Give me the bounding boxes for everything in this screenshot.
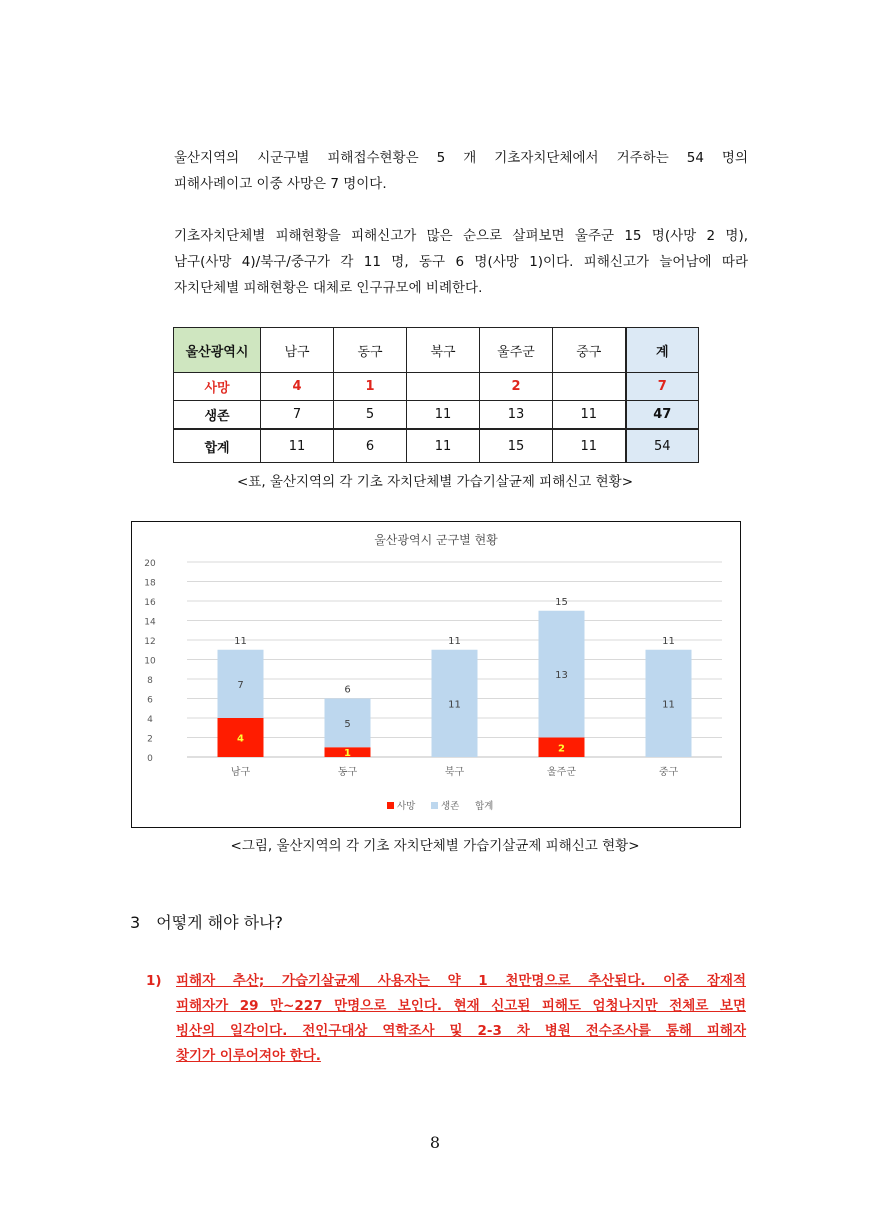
total-data-label: 6 xyxy=(344,684,351,696)
y-tick-label: 2 xyxy=(147,734,153,745)
table-cell: 2 xyxy=(480,373,553,401)
intro-line: 피해사례이고 이중 사망은 7 명이다. xyxy=(174,176,387,192)
alive-data-label: 13 xyxy=(555,670,568,682)
table-row xyxy=(174,429,699,463)
table-column-header: 북구 xyxy=(407,328,480,373)
page-number: 8 xyxy=(429,1133,441,1152)
second-paragraph xyxy=(174,223,748,301)
table-cell xyxy=(407,373,480,401)
table-cell: 7 xyxy=(261,401,334,430)
y-tick-label: 4 xyxy=(147,715,153,725)
section-number: 3 xyxy=(130,913,141,932)
section-heading xyxy=(130,910,283,933)
table-cell: 11 xyxy=(407,401,480,430)
x-tick-label: 북구 xyxy=(444,767,465,778)
table-cell: 54 xyxy=(626,429,699,463)
y-tick-label: 8 xyxy=(147,676,153,686)
y-tick-label: 12 xyxy=(144,637,156,647)
x-tick-label: 중구 xyxy=(658,767,679,778)
stacked-bar-chart xyxy=(132,522,740,827)
damage-summary-table xyxy=(173,327,699,463)
total-data-label: 11 xyxy=(234,635,247,647)
table-cell: 11 xyxy=(553,429,626,463)
table-cell: 15 xyxy=(480,429,553,463)
list-item-line: 빙산의 일각이다. 전인구대상 역학조사 및 2-3 차 병원 전수조사를 통해 피해자 xyxy=(176,1023,746,1039)
total-data-label: 11 xyxy=(448,635,461,647)
total-data-label: 15 xyxy=(555,596,568,608)
death-data-label: 4 xyxy=(237,733,244,745)
x-tick-label: 울주군 xyxy=(547,767,576,778)
table-row-label: 합계 xyxy=(174,429,261,463)
chart-frame xyxy=(131,521,741,828)
second-line: 자치단체별 피해현황은 대체로 인구규모에 비례한다. xyxy=(174,280,483,296)
table-header-row xyxy=(174,328,699,373)
x-tick-label: 동구 xyxy=(337,767,358,778)
intro-paragraph xyxy=(174,145,748,197)
chart-bars xyxy=(218,611,692,760)
table-cell: 47 xyxy=(626,401,699,430)
figure-caption: <그림, 울산지역의 각 기초 자치단체별 가습기살균제 피해신고 현황> xyxy=(230,838,640,854)
list-item-line: 찾기가 이루어져야 한다. xyxy=(176,1048,321,1064)
intro-line: 울산지역의 시군구별 피해접수현황은 5 개 기초자치단체에서 거주하는 54 명의 xyxy=(174,150,748,166)
second-line: 기초자치단체별 피해현황을 피해신고가 많은 순으로 살펴보면 울주군 15 명(사망 2 명), xyxy=(174,228,748,244)
y-tick-label: 20 xyxy=(144,559,156,569)
list-marker: 1) xyxy=(146,973,162,989)
legend-entry: 생존 xyxy=(441,801,460,812)
y-tick-label: 6 xyxy=(147,695,153,706)
y-tick-label: 0 xyxy=(147,754,153,764)
table-column-header: 울주군 xyxy=(480,328,553,373)
second-line: 남구(사망 4)/북구/중구가 각 11 명, 동구 6 명(사망 1)이다. 피해신고가 늘어남에 따라 xyxy=(174,254,748,270)
alive-data-label: 11 xyxy=(662,699,675,711)
table-cell xyxy=(553,373,626,401)
list-item-line: 피해자가 29 만~227 만명으로 보인다. 현재 신고된 피해도 엄청나지만 전체로 보면 xyxy=(176,998,746,1014)
table-column-header: 중구 xyxy=(553,328,626,373)
table-row xyxy=(174,373,699,401)
table-column-header: 동구 xyxy=(334,328,407,373)
y-tick-label: 18 xyxy=(144,578,156,589)
list-item-line: 피해자 추산; 가습기살균제 사용자는 약 1 천만명으로 추산된다. 이중 잠재적 xyxy=(176,973,746,989)
chart-title: 울산광역시 군구별 현황 xyxy=(374,533,498,547)
table-cell: 11 xyxy=(553,401,626,430)
x-tick-label: 남구 xyxy=(230,767,251,778)
legend-entry: 합계 xyxy=(475,801,494,812)
table-cell: 1 xyxy=(334,373,407,401)
death-data-label: 1 xyxy=(344,748,351,760)
table-column-header: 남구 xyxy=(261,328,334,373)
table-cell: 5 xyxy=(334,401,407,430)
table-cell: 6 xyxy=(334,429,407,463)
chart-legend xyxy=(387,800,493,812)
table-row-label: 생존 xyxy=(174,401,261,430)
section-title: 어떻게 해야 하나? xyxy=(156,913,284,932)
table-caption: <표, 울산지역의 각 기초 자치단체별 가습기살균제 피해신고 현황> xyxy=(236,474,634,490)
table-column-header: 계 xyxy=(626,328,699,373)
alive-data-label: 11 xyxy=(448,699,461,711)
table-cell: 4 xyxy=(261,373,334,401)
death-data-label: 2 xyxy=(558,743,565,755)
y-tick-label: 16 xyxy=(144,598,156,608)
legend-entry: 사망 xyxy=(397,801,416,812)
table-cell: 13 xyxy=(480,401,553,430)
total-data-label: 11 xyxy=(662,635,675,647)
table-row-label: 사망 xyxy=(174,373,261,401)
list-item-body xyxy=(176,969,746,1069)
table-cell: 11 xyxy=(407,429,480,463)
legend-swatch xyxy=(431,802,438,809)
table-cell: 11 xyxy=(261,429,334,463)
legend-swatch xyxy=(387,802,394,809)
table-corner-cell: 울산광역시 xyxy=(174,328,261,373)
table-cell: 7 xyxy=(626,373,699,401)
alive-data-label: 7 xyxy=(237,679,244,691)
y-tick-label: 10 xyxy=(144,656,156,667)
y-tick-label: 14 xyxy=(144,617,156,628)
table-row xyxy=(174,401,699,430)
alive-data-label: 5 xyxy=(344,718,351,730)
